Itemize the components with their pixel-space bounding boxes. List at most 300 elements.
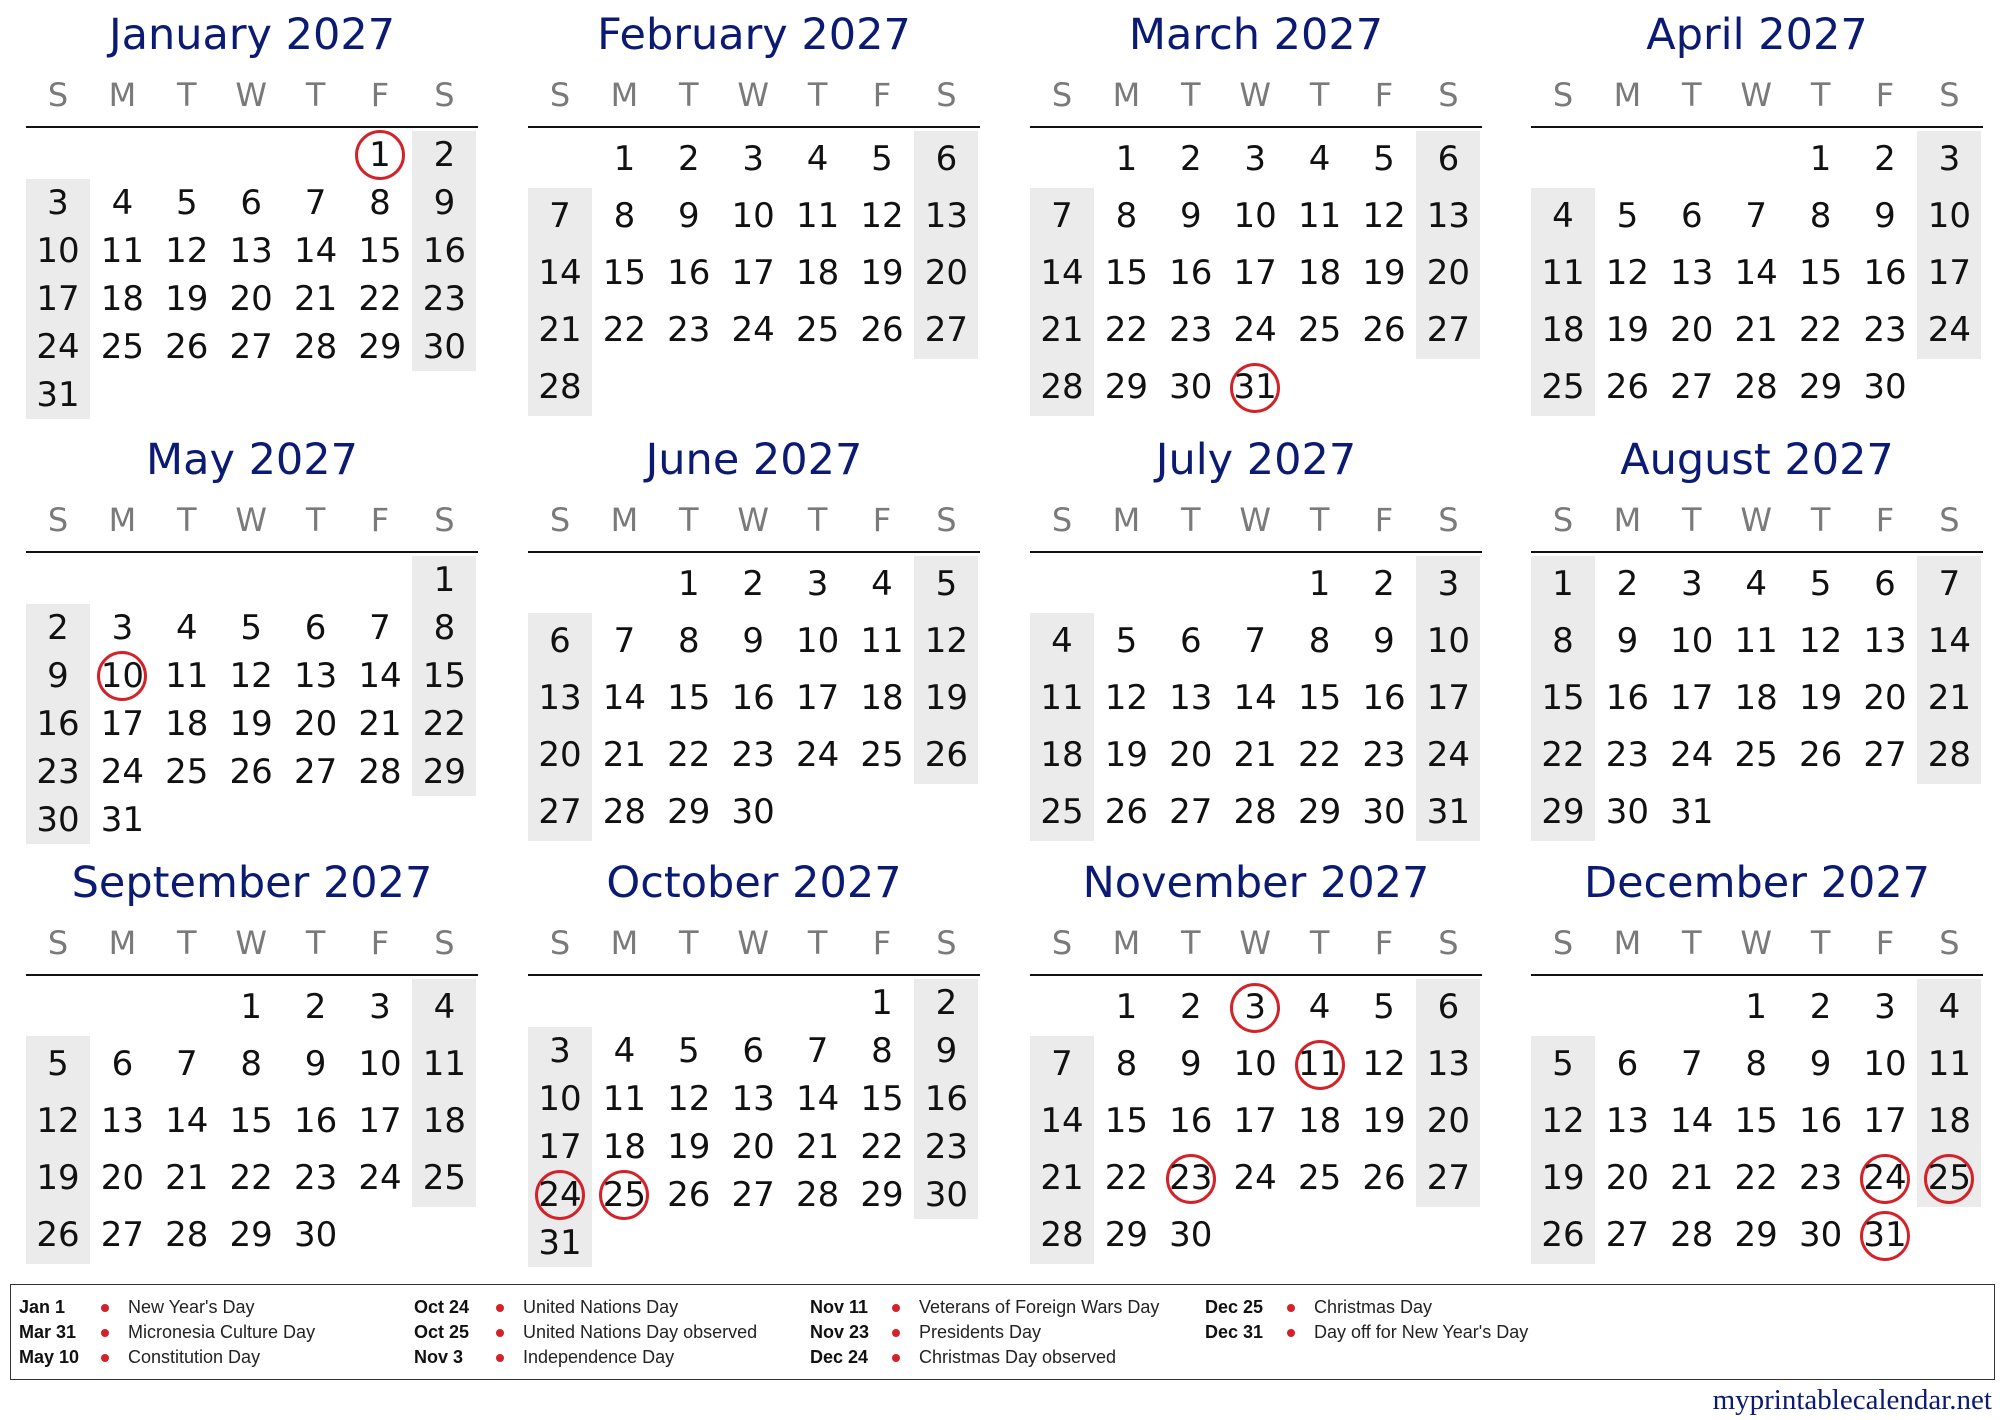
day-cell[interactable] — [786, 245, 850, 302]
day-cell[interactable] — [348, 1036, 412, 1093]
day-cell[interactable] — [1789, 245, 1853, 302]
day-cell[interactable] — [1595, 1093, 1659, 1150]
day-cell[interactable] — [1030, 727, 1094, 784]
day-cell[interactable] — [1159, 613, 1223, 670]
day-cell[interactable] — [90, 748, 154, 796]
day-cell[interactable] — [1223, 188, 1287, 245]
day-cell[interactable] — [657, 613, 721, 670]
day-cell[interactable] — [284, 700, 348, 748]
day-cell[interactable] — [90, 1036, 154, 1093]
day-cell[interactable] — [1660, 1207, 1724, 1264]
day-cell[interactable] — [592, 1171, 656, 1219]
day-cell[interactable] — [1223, 670, 1287, 727]
day-cell[interactable] — [412, 1036, 476, 1093]
day-cell[interactable] — [786, 131, 850, 188]
day-cell[interactable] — [1660, 670, 1724, 727]
day-cell[interactable] — [914, 1171, 978, 1219]
day-cell[interactable] — [1660, 556, 1724, 613]
day-cell[interactable] — [657, 302, 721, 359]
day-cell[interactable] — [155, 700, 219, 748]
day-cell[interactable] — [1724, 359, 1788, 416]
day-cell[interactable] — [1094, 613, 1158, 670]
day-cell[interactable] — [1030, 1207, 1094, 1264]
day-cell[interactable] — [1853, 1207, 1917, 1264]
day-cell[interactable] — [721, 1075, 785, 1123]
day-cell[interactable] — [1352, 188, 1416, 245]
day-cell[interactable] — [26, 323, 90, 371]
day-cell[interactable] — [412, 979, 476, 1036]
day-cell[interactable] — [284, 652, 348, 700]
day-cell[interactable] — [1288, 670, 1352, 727]
day-cell[interactable] — [1352, 979, 1416, 1036]
day-cell[interactable] — [90, 323, 154, 371]
day-cell[interactable] — [26, 1036, 90, 1093]
day-cell[interactable] — [721, 727, 785, 784]
day-cell[interactable] — [1288, 131, 1352, 188]
day-cell[interactable] — [1159, 1150, 1223, 1207]
day-cell[interactable] — [1288, 979, 1352, 1036]
day-cell[interactable] — [219, 652, 283, 700]
day-cell[interactable] — [1853, 979, 1917, 1036]
day-cell[interactable] — [1531, 1093, 1595, 1150]
day-cell[interactable] — [1352, 1036, 1416, 1093]
day-cell[interactable] — [1094, 245, 1158, 302]
day-cell[interactable] — [348, 227, 412, 275]
day-cell[interactable] — [1917, 979, 1981, 1036]
day-cell[interactable] — [850, 556, 914, 613]
day-cell[interactable] — [1789, 1036, 1853, 1093]
day-cell[interactable] — [1352, 784, 1416, 841]
day-cell[interactable] — [1531, 188, 1595, 245]
day-cell[interactable] — [412, 1093, 476, 1150]
day-cell[interactable] — [90, 1093, 154, 1150]
day-cell[interactable] — [1595, 613, 1659, 670]
day-cell[interactable] — [1416, 245, 1480, 302]
day-cell[interactable] — [26, 1150, 90, 1207]
day-cell[interactable] — [1853, 188, 1917, 245]
day-cell[interactable] — [155, 604, 219, 652]
day-cell[interactable] — [528, 784, 592, 841]
day-cell[interactable] — [412, 700, 476, 748]
day-cell[interactable] — [26, 275, 90, 323]
day-cell[interactable] — [26, 1207, 90, 1264]
day-cell[interactable] — [1531, 670, 1595, 727]
day-cell[interactable] — [155, 275, 219, 323]
day-cell[interactable] — [528, 1075, 592, 1123]
day-cell[interactable] — [1288, 1093, 1352, 1150]
day-cell[interactable] — [657, 784, 721, 841]
day-cell[interactable] — [786, 1123, 850, 1171]
day-cell[interactable] — [1288, 245, 1352, 302]
day-cell[interactable] — [721, 670, 785, 727]
day-cell[interactable] — [348, 604, 412, 652]
day-cell[interactable] — [850, 131, 914, 188]
day-cell[interactable] — [1660, 188, 1724, 245]
day-cell[interactable] — [1159, 302, 1223, 359]
day-cell[interactable] — [90, 796, 154, 844]
day-cell[interactable] — [1094, 131, 1158, 188]
day-cell[interactable] — [1531, 302, 1595, 359]
day-cell[interactable] — [348, 179, 412, 227]
day-cell[interactable] — [721, 1123, 785, 1171]
day-cell[interactable] — [26, 652, 90, 700]
day-cell[interactable] — [1531, 784, 1595, 841]
day-cell[interactable] — [1789, 613, 1853, 670]
day-cell[interactable] — [1660, 727, 1724, 784]
day-cell[interactable] — [412, 604, 476, 652]
day-cell[interactable] — [1288, 188, 1352, 245]
day-cell[interactable] — [1159, 245, 1223, 302]
day-cell[interactable] — [1288, 784, 1352, 841]
day-cell[interactable] — [219, 748, 283, 796]
day-cell[interactable] — [219, 700, 283, 748]
day-cell[interactable] — [1416, 1036, 1480, 1093]
day-cell[interactable] — [155, 1207, 219, 1264]
day-cell[interactable] — [1853, 359, 1917, 416]
day-cell[interactable] — [1660, 1036, 1724, 1093]
day-cell[interactable] — [1595, 245, 1659, 302]
day-cell[interactable] — [155, 652, 219, 700]
day-cell[interactable] — [1531, 359, 1595, 416]
day-cell[interactable] — [914, 1027, 978, 1075]
day-cell[interactable] — [1660, 245, 1724, 302]
day-cell[interactable] — [721, 245, 785, 302]
day-cell[interactable] — [914, 613, 978, 670]
day-cell[interactable] — [284, 275, 348, 323]
day-cell[interactable] — [284, 227, 348, 275]
day-cell[interactable] — [1094, 359, 1158, 416]
day-cell[interactable] — [1853, 131, 1917, 188]
day-cell[interactable] — [155, 1093, 219, 1150]
day-cell[interactable] — [1789, 131, 1853, 188]
day-cell[interactable] — [1595, 188, 1659, 245]
day-cell[interactable] — [1223, 1093, 1287, 1150]
day-cell[interactable] — [284, 179, 348, 227]
day-cell[interactable] — [657, 727, 721, 784]
day-cell[interactable] — [348, 275, 412, 323]
day-cell[interactable] — [1223, 727, 1287, 784]
day-cell[interactable] — [850, 613, 914, 670]
day-cell[interactable] — [284, 1093, 348, 1150]
day-cell[interactable] — [657, 188, 721, 245]
day-cell[interactable] — [1853, 1150, 1917, 1207]
day-cell[interactable] — [1853, 670, 1917, 727]
day-cell[interactable] — [1531, 556, 1595, 613]
day-cell[interactable] — [155, 1036, 219, 1093]
day-cell[interactable] — [592, 131, 656, 188]
day-cell[interactable] — [155, 748, 219, 796]
day-cell[interactable] — [850, 1171, 914, 1219]
day-cell[interactable] — [657, 1075, 721, 1123]
day-cell[interactable] — [219, 979, 283, 1036]
day-cell[interactable] — [721, 188, 785, 245]
day-cell[interactable] — [26, 604, 90, 652]
day-cell[interactable] — [1724, 556, 1788, 613]
day-cell[interactable] — [90, 275, 154, 323]
day-cell[interactable] — [1789, 302, 1853, 359]
day-cell[interactable] — [1724, 188, 1788, 245]
day-cell[interactable] — [1660, 613, 1724, 670]
day-cell[interactable] — [1789, 1207, 1853, 1264]
day-cell[interactable] — [850, 1123, 914, 1171]
day-cell[interactable] — [1724, 727, 1788, 784]
day-cell[interactable] — [155, 1150, 219, 1207]
day-cell[interactable] — [1724, 979, 1788, 1036]
day-cell[interactable] — [528, 670, 592, 727]
day-cell[interactable] — [1917, 1150, 1981, 1207]
day-cell[interactable] — [1352, 245, 1416, 302]
day-cell[interactable] — [1724, 1093, 1788, 1150]
day-cell[interactable] — [1288, 556, 1352, 613]
day-cell[interactable] — [1531, 1150, 1595, 1207]
day-cell[interactable] — [1595, 1207, 1659, 1264]
day-cell[interactable] — [1917, 188, 1981, 245]
day-cell[interactable] — [914, 188, 978, 245]
day-cell[interactable] — [1531, 613, 1595, 670]
day-cell[interactable] — [1352, 727, 1416, 784]
day-cell[interactable] — [1288, 302, 1352, 359]
day-cell[interactable] — [1223, 302, 1287, 359]
day-cell[interactable] — [1094, 1093, 1158, 1150]
day-cell[interactable] — [90, 604, 154, 652]
day-cell[interactable] — [1159, 784, 1223, 841]
day-cell[interactable] — [284, 748, 348, 796]
day-cell[interactable] — [528, 188, 592, 245]
day-cell[interactable] — [1789, 188, 1853, 245]
day-cell[interactable] — [1094, 1036, 1158, 1093]
day-cell[interactable] — [219, 275, 283, 323]
day-cell[interactable] — [412, 131, 476, 179]
day-cell[interactable] — [592, 302, 656, 359]
day-cell[interactable] — [26, 748, 90, 796]
day-cell[interactable] — [26, 179, 90, 227]
day-cell[interactable] — [412, 227, 476, 275]
day-cell[interactable] — [850, 1027, 914, 1075]
day-cell[interactable] — [721, 784, 785, 841]
day-cell[interactable] — [721, 131, 785, 188]
day-cell[interactable] — [1352, 302, 1416, 359]
day-cell[interactable] — [657, 131, 721, 188]
day-cell[interactable] — [1724, 302, 1788, 359]
day-cell[interactable] — [219, 1207, 283, 1264]
day-cell[interactable] — [1094, 784, 1158, 841]
day-cell[interactable] — [412, 275, 476, 323]
day-cell[interactable] — [850, 245, 914, 302]
day-cell[interactable] — [528, 613, 592, 670]
day-cell[interactable] — [1352, 131, 1416, 188]
day-cell[interactable] — [412, 179, 476, 227]
day-cell[interactable] — [592, 188, 656, 245]
day-cell[interactable] — [1030, 670, 1094, 727]
day-cell[interactable] — [592, 784, 656, 841]
day-cell[interactable] — [528, 1171, 592, 1219]
day-cell[interactable] — [1030, 1093, 1094, 1150]
day-cell[interactable] — [90, 179, 154, 227]
day-cell[interactable] — [26, 700, 90, 748]
day-cell[interactable] — [1595, 727, 1659, 784]
day-cell[interactable] — [657, 556, 721, 613]
day-cell[interactable] — [348, 979, 412, 1036]
day-cell[interactable] — [850, 1075, 914, 1123]
day-cell[interactable] — [914, 727, 978, 784]
day-cell[interactable] — [284, 979, 348, 1036]
day-cell[interactable] — [1159, 1207, 1223, 1264]
day-cell[interactable] — [1030, 302, 1094, 359]
day-cell[interactable] — [219, 179, 283, 227]
day-cell[interactable] — [1917, 613, 1981, 670]
day-cell[interactable] — [1595, 784, 1659, 841]
day-cell[interactable] — [284, 323, 348, 371]
day-cell[interactable] — [1660, 784, 1724, 841]
day-cell[interactable] — [412, 748, 476, 796]
day-cell[interactable] — [1531, 1207, 1595, 1264]
day-cell[interactable] — [26, 796, 90, 844]
day-cell[interactable] — [1789, 670, 1853, 727]
day-cell[interactable] — [914, 302, 978, 359]
day-cell[interactable] — [721, 302, 785, 359]
day-cell[interactable] — [348, 1093, 412, 1150]
day-cell[interactable] — [1853, 245, 1917, 302]
day-cell[interactable] — [592, 1075, 656, 1123]
day-cell[interactable] — [1030, 188, 1094, 245]
day-cell[interactable] — [1789, 727, 1853, 784]
day-cell[interactable] — [1853, 1093, 1917, 1150]
day-cell[interactable] — [1853, 302, 1917, 359]
day-cell[interactable] — [850, 302, 914, 359]
day-cell[interactable] — [284, 1207, 348, 1264]
day-cell[interactable] — [1159, 359, 1223, 416]
day-cell[interactable] — [1094, 188, 1158, 245]
day-cell[interactable] — [348, 652, 412, 700]
day-cell[interactable] — [1917, 670, 1981, 727]
day-cell[interactable] — [786, 188, 850, 245]
day-cell[interactable] — [1917, 131, 1981, 188]
day-cell[interactable] — [1595, 1150, 1659, 1207]
day-cell[interactable] — [1223, 979, 1287, 1036]
day-cell[interactable] — [721, 1027, 785, 1075]
day-cell[interactable] — [284, 604, 348, 652]
day-cell[interactable] — [592, 613, 656, 670]
day-cell[interactable] — [219, 323, 283, 371]
day-cell[interactable] — [26, 371, 90, 419]
day-cell[interactable] — [90, 1150, 154, 1207]
day-cell[interactable] — [1595, 1036, 1659, 1093]
day-cell[interactable] — [1094, 727, 1158, 784]
day-cell[interactable] — [786, 613, 850, 670]
day-cell[interactable] — [1352, 613, 1416, 670]
day-cell[interactable] — [528, 727, 592, 784]
day-cell[interactable] — [348, 1150, 412, 1207]
day-cell[interactable] — [1030, 1036, 1094, 1093]
day-cell[interactable] — [850, 670, 914, 727]
day-cell[interactable] — [1352, 1093, 1416, 1150]
day-cell[interactable] — [1660, 302, 1724, 359]
day-cell[interactable] — [914, 556, 978, 613]
day-cell[interactable] — [657, 1171, 721, 1219]
day-cell[interactable] — [721, 1171, 785, 1219]
day-cell[interactable] — [1159, 727, 1223, 784]
day-cell[interactable] — [1789, 1150, 1853, 1207]
day-cell[interactable] — [1288, 1036, 1352, 1093]
day-cell[interactable] — [26, 227, 90, 275]
day-cell[interactable] — [26, 1093, 90, 1150]
day-cell[interactable] — [1917, 1036, 1981, 1093]
day-cell[interactable] — [1853, 556, 1917, 613]
day-cell[interactable] — [1352, 556, 1416, 613]
day-cell[interactable] — [592, 1123, 656, 1171]
day-cell[interactable] — [1531, 1036, 1595, 1093]
day-cell[interactable] — [90, 1207, 154, 1264]
day-cell[interactable] — [1416, 556, 1480, 613]
day-cell[interactable] — [1223, 1036, 1287, 1093]
day-cell[interactable] — [1416, 784, 1480, 841]
day-cell[interactable] — [786, 727, 850, 784]
day-cell[interactable] — [90, 700, 154, 748]
day-cell[interactable] — [1416, 1150, 1480, 1207]
day-cell[interactable] — [1416, 1093, 1480, 1150]
day-cell[interactable] — [1030, 784, 1094, 841]
day-cell[interactable] — [1416, 670, 1480, 727]
day-cell[interactable] — [1416, 188, 1480, 245]
day-cell[interactable] — [1595, 359, 1659, 416]
day-cell[interactable] — [1917, 727, 1981, 784]
day-cell[interactable] — [850, 727, 914, 784]
day-cell[interactable] — [1724, 1150, 1788, 1207]
day-cell[interactable] — [914, 979, 978, 1027]
day-cell[interactable] — [786, 1171, 850, 1219]
day-cell[interactable] — [1724, 613, 1788, 670]
day-cell[interactable] — [155, 227, 219, 275]
day-cell[interactable] — [348, 748, 412, 796]
day-cell[interactable] — [786, 1027, 850, 1075]
day-cell[interactable] — [1159, 979, 1223, 1036]
day-cell[interactable] — [1789, 1093, 1853, 1150]
day-cell[interactable] — [348, 700, 412, 748]
day-cell[interactable] — [1159, 670, 1223, 727]
day-cell[interactable] — [1531, 245, 1595, 302]
day-cell[interactable] — [1288, 613, 1352, 670]
day-cell[interactable] — [1030, 1150, 1094, 1207]
day-cell[interactable] — [528, 1123, 592, 1171]
day-cell[interactable] — [914, 245, 978, 302]
day-cell[interactable] — [528, 1027, 592, 1075]
day-cell[interactable] — [412, 1150, 476, 1207]
day-cell[interactable] — [1159, 1093, 1223, 1150]
day-cell[interactable] — [1789, 359, 1853, 416]
day-cell[interactable] — [1094, 670, 1158, 727]
day-cell[interactable] — [1724, 245, 1788, 302]
day-cell[interactable] — [1724, 1036, 1788, 1093]
day-cell[interactable] — [1789, 556, 1853, 613]
day-cell[interactable] — [1094, 302, 1158, 359]
day-cell[interactable] — [528, 302, 592, 359]
day-cell[interactable] — [284, 1036, 348, 1093]
day-cell[interactable] — [1416, 131, 1480, 188]
day-cell[interactable] — [1724, 670, 1788, 727]
day-cell[interactable] — [1917, 556, 1981, 613]
day-cell[interactable] — [1223, 359, 1287, 416]
day-cell[interactable] — [1030, 359, 1094, 416]
day-cell[interactable] — [914, 670, 978, 727]
day-cell[interactable] — [914, 1123, 978, 1171]
day-cell[interactable] — [1917, 245, 1981, 302]
day-cell[interactable] — [1159, 188, 1223, 245]
site-url[interactable]: myprintablecalendar.net — [1712, 1384, 1992, 1416]
day-cell[interactable] — [1595, 556, 1659, 613]
day-cell[interactable] — [348, 323, 412, 371]
day-cell[interactable] — [90, 652, 154, 700]
day-cell[interactable] — [1416, 302, 1480, 359]
